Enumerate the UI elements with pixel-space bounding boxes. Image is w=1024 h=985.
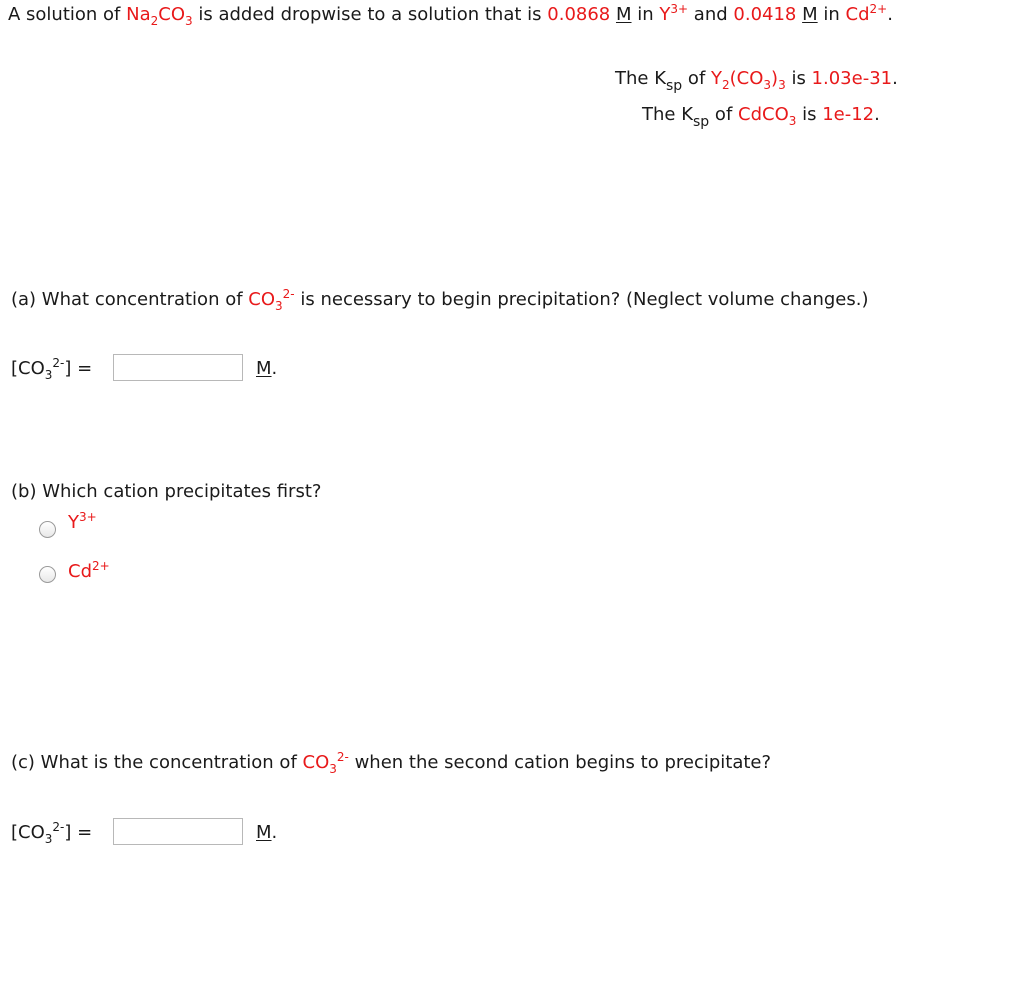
intro-mid: is added dropwise to a solution that is xyxy=(192,4,548,25)
part-a-answer-input[interactable] xyxy=(113,354,243,381)
molar-unit: M xyxy=(615,4,632,25)
ksp-value-y: 1.03e-31 xyxy=(811,68,893,89)
option-y-label: $Y^{3+}$ xyxy=(68,510,97,533)
conc-cd-value: 0.0418 xyxy=(733,4,797,25)
part-a-unit: M. xyxy=(256,358,278,379)
cation-y: $Y^{3+}$ xyxy=(659,2,689,25)
problem-intro: A solution of $Na_2CO_3$ is added dropwise to a solution that is 0.0868 M in $Y^{3+}$ and 0.0418 M in $Cd^{2+}$. xyxy=(8,2,893,28)
part-c-unit: M. xyxy=(256,822,278,843)
ksp-line-cd: The $K_{sp}$ of CdCO$_3$ is 1e-12. xyxy=(642,104,880,130)
part-b-question: (b) Which cation precipitates first? xyxy=(11,481,322,502)
molar-unit: M xyxy=(802,4,818,25)
option-cd-label: $Cd^{2+}$ xyxy=(68,559,110,582)
part-c-question: (c) What is the concentration of $CO_3^{2-}$ when the second cation begins to precipitate? xyxy=(11,750,772,776)
radio-option-cd[interactable] xyxy=(39,566,56,583)
part-a-label: $[CO_3^{2-}]$ = xyxy=(11,356,93,382)
ksp-formula-cd: CdCO$_3$ xyxy=(738,104,797,128)
intro-prefix: A solution of xyxy=(8,4,127,25)
radio-option-y[interactable] xyxy=(39,521,56,538)
part-a-question: (a) What concentration of $CO_3^{2-}$ is necessary to begin precipitation? (Neglect volume changes.) xyxy=(11,287,869,313)
ksp-formula-y: $Y_2(CO_3)_3$ xyxy=(711,68,786,92)
part-c-answer-input[interactable] xyxy=(113,818,243,845)
ksp-value-cd: 1e-12 xyxy=(822,104,875,125)
cation-cd: $Cd^{2+}$ xyxy=(845,2,888,25)
carbonate-ion: $CO_3^{2-}$ xyxy=(302,750,349,776)
carbonate-ion: $CO_3^{2-}$ xyxy=(248,287,295,313)
reagent-formula: $Na_2CO_3$ xyxy=(126,4,193,28)
conc-y-value: 0.0868 xyxy=(547,4,611,25)
ksp-line-y: The $K_{sp}$ of $Y_2(CO_3)_3$ is 1.03e-31. xyxy=(615,68,898,94)
part-c-label: $[CO_3^{2-}]$ = xyxy=(11,820,93,846)
